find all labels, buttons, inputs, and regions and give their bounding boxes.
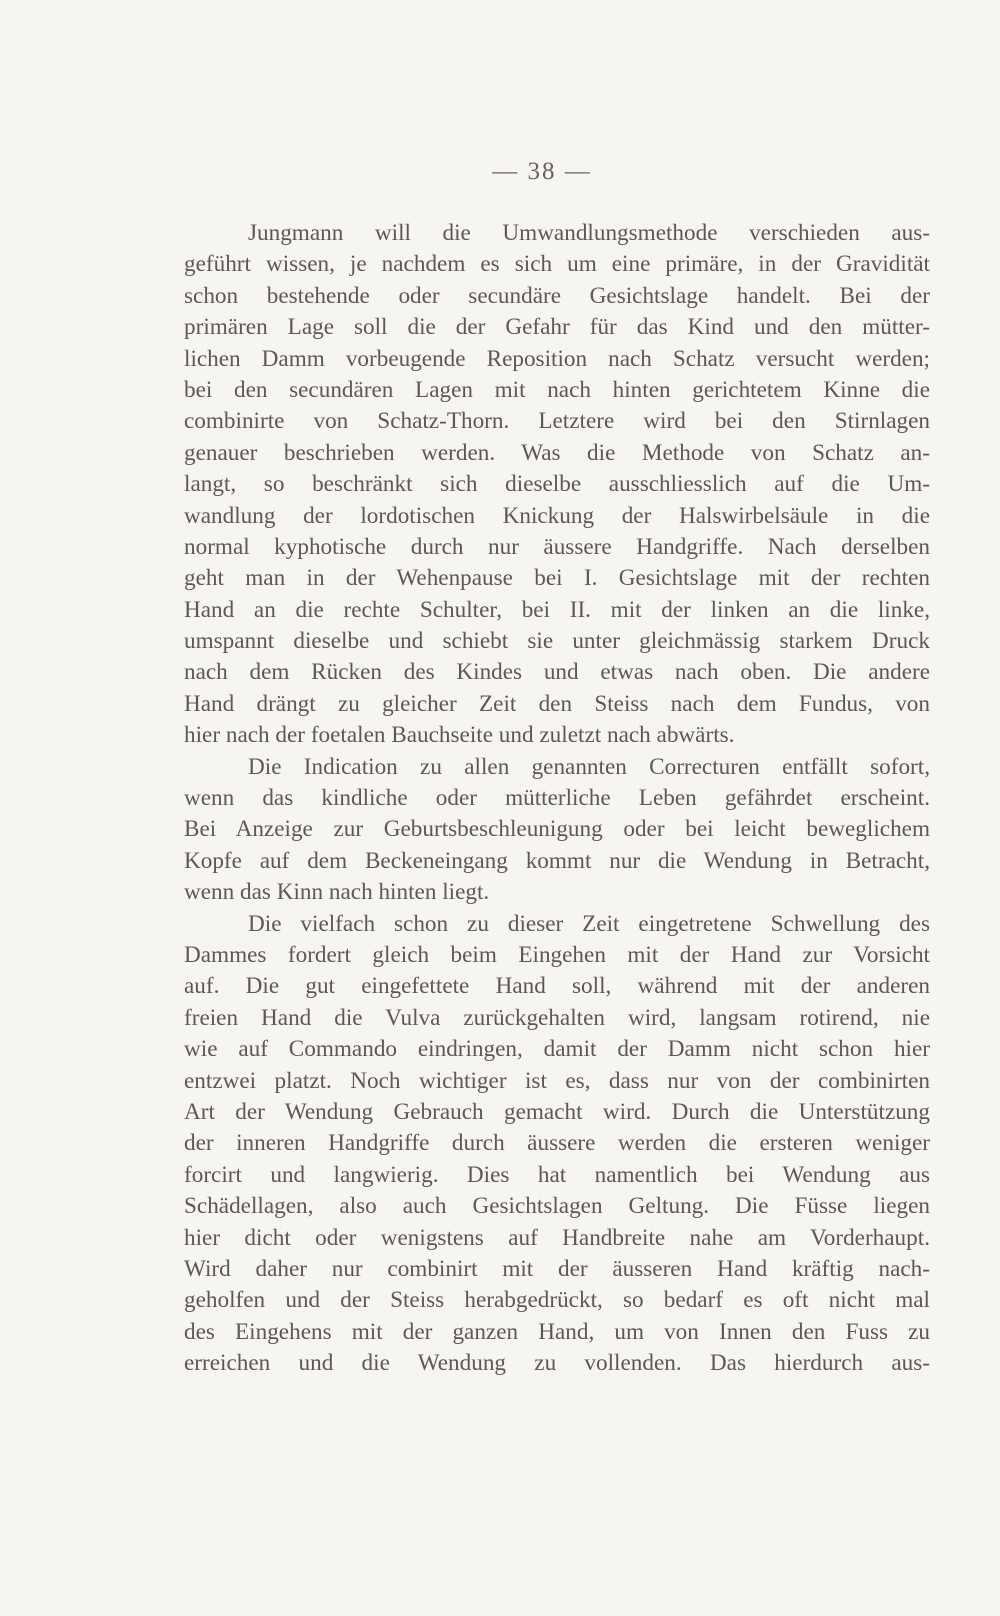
text-line: Hand an die rechte Schulter, bei II. mit der linken an die linke, — [184, 596, 930, 623]
text-line: Art der Wendung Gebrauch gemacht wird. Durch die Unterstützung — [184, 1098, 930, 1125]
text-line: geht man in der Wehenpause bei I. Gesichtslage mit der rechten — [184, 565, 930, 592]
text-line: entzwei platzt. Noch wichtiger ist es, dass nur von der combinirten — [184, 1067, 930, 1094]
text-line: Hand drängt zu gleicher Zeit den Steiss nach dem Fundus, von — [184, 690, 930, 717]
text-line: Dammes fordert gleich beim Eingehen mit der Hand zur Vorsicht — [184, 941, 930, 968]
text-line: Jungmann will die Umwandlungsmethode verschieden aus- — [248, 220, 930, 246]
text-line: Die vielfach schon zu dieser Zeit eingetretene Schwellung des — [248, 910, 930, 937]
text-line: genauer beschrieben werden. Was die Methode von Schatz an- — [184, 439, 930, 466]
text-line: schon bestehende oder secundäre Gesichtslage handelt. Bei der — [184, 282, 930, 309]
text-line: Wird daher nur combinirt mit der äusseren Hand kräftig nach- — [184, 1255, 930, 1282]
text-line: langt, so beschränkt sich dieselbe ausschliesslich auf die Um- — [184, 471, 930, 498]
text-line: nach dem Rücken des Kindes und etwas nach oben. Die andere — [184, 659, 930, 686]
text-line: des Eingehens mit der ganzen Hand, um von Innen den Fuss zu — [184, 1318, 930, 1345]
page-number: — 38 — — [492, 158, 592, 185]
text-line: geholfen und der Steiss herabgedrückt, so bedarf es oft nicht mal — [184, 1287, 930, 1314]
text-line: Bei Anzeige zur Geburtsbeschleunigung oder bei leicht beweglichem — [184, 816, 930, 843]
text-line: hier dicht oder wenigstens auf Handbreite nahe am Vorderhaupt. — [184, 1224, 930, 1251]
text-line: Kopfe auf dem Beckeneingang kommt nur die Wendung in Betracht, — [184, 847, 930, 874]
text-line: wenn das Kinn nach hinten liegt. — [184, 879, 490, 906]
text-line: umspannt dieselbe und schiebt sie unter gleichmässig starkem Druck — [184, 628, 930, 655]
text-line: wenn das kindliche oder mütterliche Leben gefährdet erscheint. — [184, 785, 930, 812]
text-line: lichen Damm vorbeugende Reposition nach Schatz versucht werden; — [184, 345, 930, 372]
text-line: auf. Die gut eingefettete Hand soll, während mit der anderen — [184, 973, 930, 1000]
text-line: freien Hand die Vulva zurückgehalten wird, langsam rotirend, nie — [184, 1004, 930, 1031]
text-line: bei den secundären Lagen mit nach hinten gerichtetem Kinne die — [184, 376, 930, 403]
text-line: der inneren Handgriffe durch äussere werden die ersteren weniger — [184, 1130, 930, 1157]
text-line: geführt wissen, je nachdem es sich um eine primäre, in der Gravidität — [184, 251, 930, 278]
body-text — [184, 218, 930, 1379]
text-line: combinirte von Schatz-Thorn. Letztere wird bei den Stirnlagen — [184, 408, 930, 435]
text-line: Die Indication zu allen genannten Correcturen entfällt sofort, — [248, 753, 930, 780]
text-line: hier nach der foetalen Bauchseite und zuletzt nach abwärts. — [184, 722, 735, 749]
text-line: erreichen und die Wendung zu vollenden. Das hierdurch aus- — [184, 1350, 930, 1377]
text-line: wandlung der lordotischen Knickung der Halswirbelsäule in die — [184, 502, 930, 529]
text-line: normal kyphotische durch nur äussere Handgriffe. Nach derselben — [184, 533, 930, 560]
text-line: wie auf Commando eindringen, damit der Damm nicht schon hier — [184, 1036, 930, 1063]
text-line: forcirt und langwierig. Dies hat namentlich bei Wendung aus — [184, 1161, 930, 1188]
text-line: Schädellagen, also auch Gesichtslagen Geltung. Die Füsse liegen — [184, 1193, 930, 1220]
text-line: primären Lage soll die der Gefahr für das Kind und den mütter- — [184, 314, 930, 341]
